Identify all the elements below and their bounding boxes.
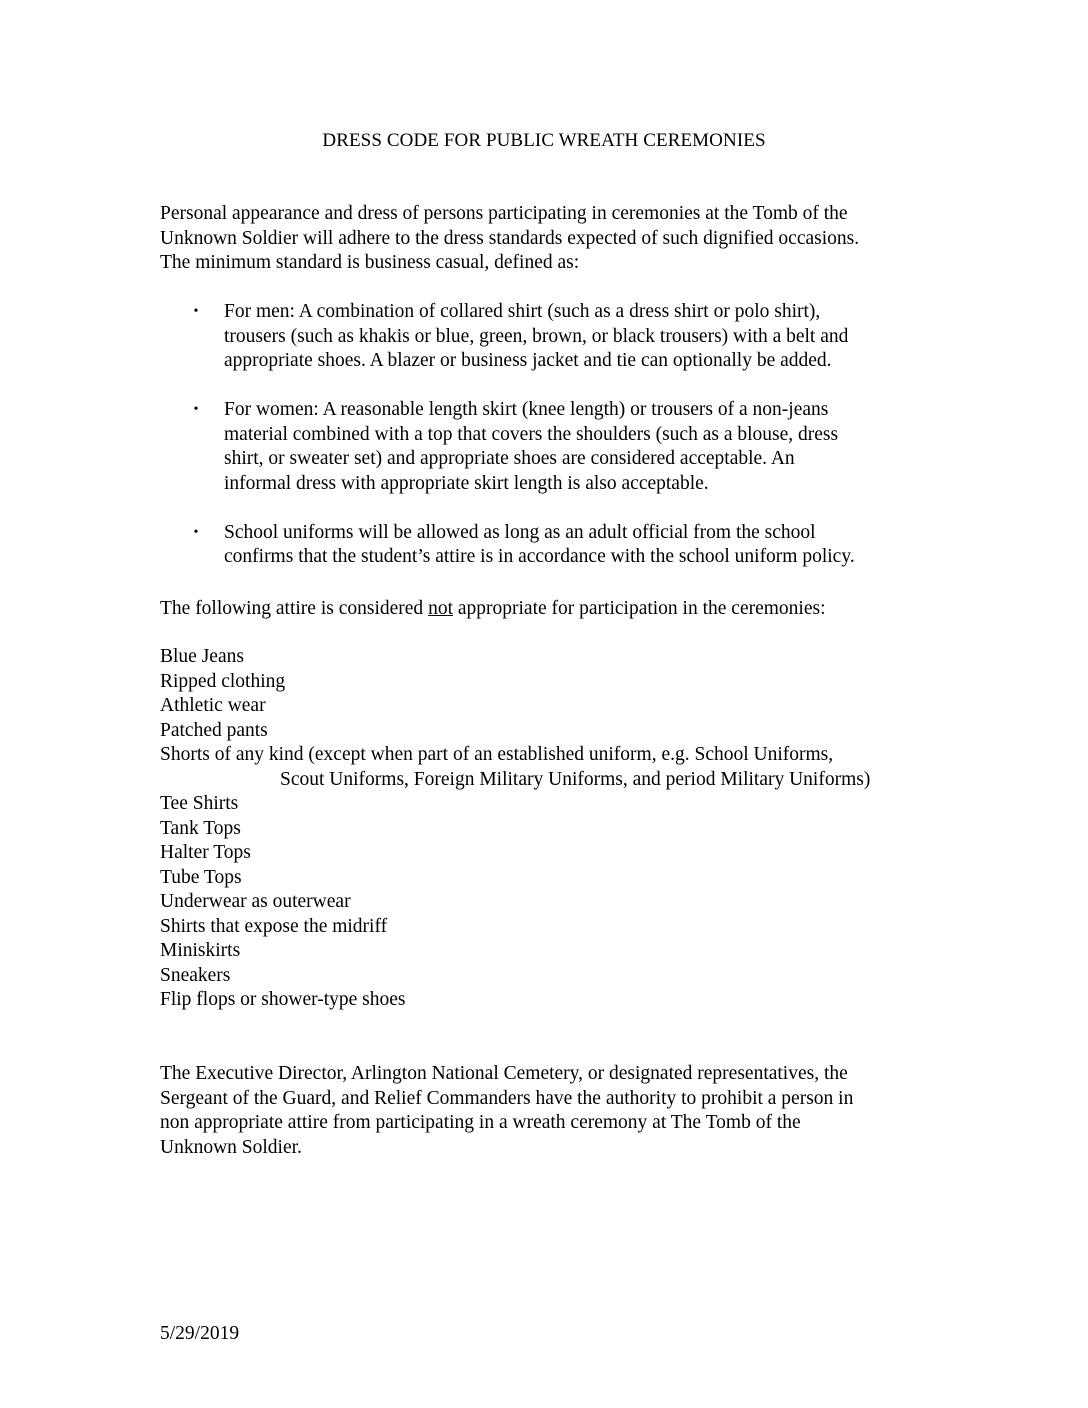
document-title: DRESS CODE FOR PUBLIC WREATH CEREMONIES xyxy=(322,130,766,151)
statement-prefix: The following attire is considered xyxy=(160,598,429,619)
bullet-line: For men: A combination of collared shirt (such as a dress shirt or polo shirt), xyxy=(224,301,821,322)
bullet-line: informal dress with appropriate skirt length is also acceptable. xyxy=(224,472,709,494)
bullet-list xyxy=(190,300,930,594)
bullet-line: appropriate shoes. A blazer or business jacket and tie can optionally be added. xyxy=(224,350,832,371)
bullet-line: shirt, or sweater set) and appropriate shoes are considered acceptable. An xyxy=(224,448,795,469)
intro-paragraph xyxy=(160,202,940,276)
statement-suffix: appropriate for participation in the ceremonies: xyxy=(452,598,826,619)
bullet-icon: • xyxy=(193,402,199,417)
bullet-line: School uniforms will be allowed as long as an adult official from the school xyxy=(224,521,816,543)
intro-line: The minimum standard is business casual, defined as: xyxy=(160,252,580,273)
attire-item: Flip flops or shower-type shoes xyxy=(160,989,406,1010)
attire-item: Tank Tops xyxy=(160,817,241,839)
not-appropriate-statement xyxy=(160,597,940,622)
statement-emphasis: not xyxy=(428,598,453,619)
closing-line: non appropriate attire from participating in a wreath ceremony at The Tomb of the xyxy=(160,1112,801,1133)
bullet-line: trousers (such as khakis or blue, green, brown, or black trousers) with a belt and xyxy=(224,325,849,347)
attire-item: Tube Tops xyxy=(160,866,242,888)
attire-item: Sneakers xyxy=(160,964,231,986)
attire-item: Underwear as outerwear xyxy=(160,891,351,912)
closing-line: Sergeant of the Guard, and Relief Commanders have the authority to prohibit a person in xyxy=(160,1087,854,1109)
closing-line: The Executive Director, Arlington National Cemetery, or designated representatives, the xyxy=(160,1063,848,1084)
bullet-line: For women: A reasonable length skirt (knee length) or trousers of a non-jeans xyxy=(224,399,829,420)
bullet-line: material combined with a top that covers the shoulders (such as a blouse, dress xyxy=(224,423,839,445)
bullet-icon: • xyxy=(193,524,199,540)
attire-item-continuation: Scout Uniforms, Foreign Military Uniforms, and period Military Uniforms) xyxy=(280,768,871,790)
intro-line: Unknown Soldier will adhere to the dress standards expected of such dignified occasions. xyxy=(160,227,860,249)
attire-list xyxy=(160,645,960,1013)
attire-item: Halter Tops xyxy=(160,842,251,863)
attire-item: Ripped clothing xyxy=(160,670,286,692)
attire-item: Miniskirts xyxy=(160,940,241,961)
closing-line: Unknown Soldier. xyxy=(160,1136,302,1158)
attire-item: Shorts of any kind (except when part of an established uniform, e.g. School Uniforms, xyxy=(160,744,834,765)
bullet-item-women xyxy=(190,398,930,496)
bullet-item-school-uniforms xyxy=(190,521,930,570)
document-date: 5/29/2019 xyxy=(160,1323,240,1344)
bullet-item-men xyxy=(190,300,930,374)
attire-item: Blue Jeans xyxy=(160,646,244,667)
attire-item: Patched pants xyxy=(160,719,268,741)
attire-item: Tee Shirts xyxy=(160,793,239,814)
attire-item: Athletic wear xyxy=(160,695,266,716)
attire-item: Shirts that expose the midriff xyxy=(160,915,388,937)
bullet-line: confirms that the student’s attire is in accordance with the school uniform policy. xyxy=(224,546,855,567)
intro-line: Personal appearance and dress of persons participating in ceremonies at the Tomb of the xyxy=(160,203,848,224)
bullet-icon: • xyxy=(193,304,199,319)
closing-paragraph xyxy=(160,1062,940,1160)
